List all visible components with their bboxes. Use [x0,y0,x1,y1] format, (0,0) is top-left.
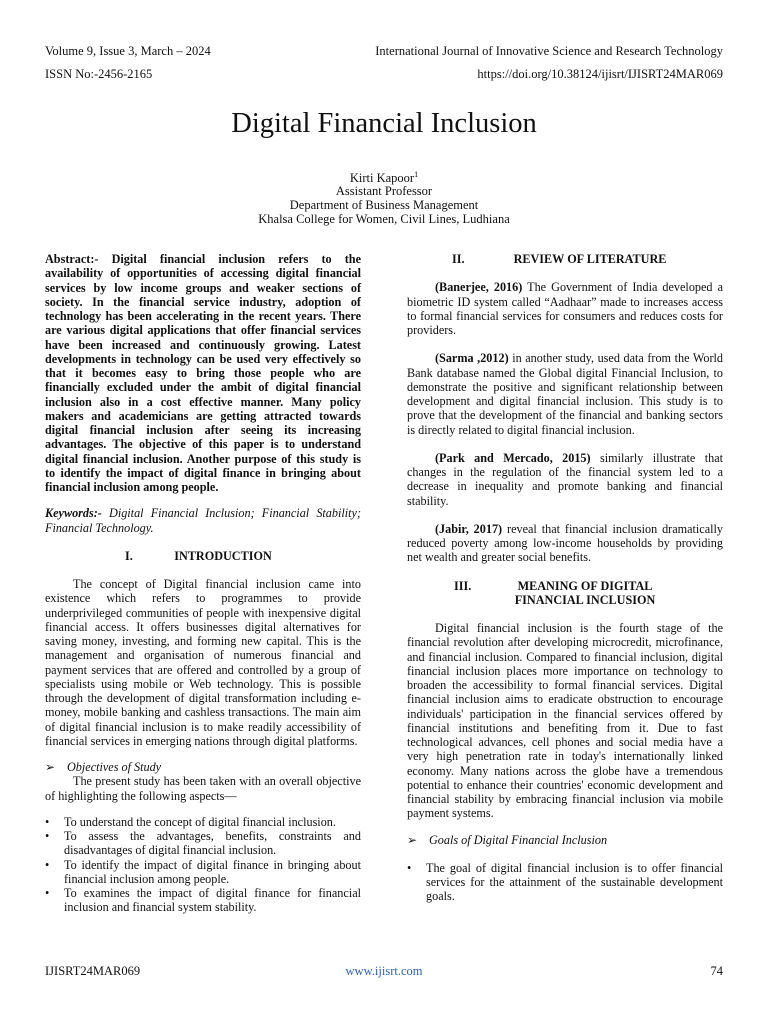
section-title-line1: MEANING OF DIGITAL [517,578,653,593]
objectives-heading [45,760,361,774]
goals-list [407,861,723,904]
list-item [45,858,361,887]
review-text: similarly illustrate that changes in the regulation of the financial system led to a decrease in inequality and promote banking and financial stability. [407,450,723,508]
review-item-banerjee [407,280,723,337]
introduction-paragraph: The concept of Digital financial inclusion came into existence which refers to programmes to provide underprivileged communities of people with inexpensive digital financial access. It offers businesses digital alternatives for saving money, investing, and forming new capital. This is the management and organisation of numerous financial and payment services that are offered and controlled by a group of specialists using mobile or Web technology. This is possible through the development of digital transformation including e-money, mobile banking and cashless transactions. The main aim of digital financial inclusion is to make readily accessibility of financial services in emerging nations through digital platforms. [45,577,361,748]
author-superscript: 1 [414,170,419,179]
list-item-text: To understand the concept of digital financial inclusion. [64,814,336,829]
section-title: REVIEW OF LITERATURE [513,252,667,266]
abstract-label: Abstract:- [45,252,99,266]
keywords-text: Digital Financial Inclusion; Financial Stability; Financial Technology. [45,506,361,535]
review-item-jabir [407,522,723,565]
page-number: 74 [710,964,723,978]
arrowhead-bullet-icon: ➢ [407,832,418,847]
author-name-text: Kirti Kapoor [349,171,415,185]
volume-info: Volume 9, Issue 3, March – 2024 [45,44,211,58]
bullet-dot-icon: • [45,857,50,872]
section-heading-introduction [45,549,361,563]
bullet-dot-icon: • [45,814,50,829]
list-item [407,861,723,904]
bullet-dot-icon: • [407,860,412,875]
author-college: Khalsa College for Women, Civil Lines, Ludhiana [258,212,510,226]
paper-title: Digital Financial Inclusion [231,108,537,139]
list-item-text: The goal of digital financial inclusion is to offer financial services for the attainment of the sustainable development goals. [426,860,723,904]
section-title-line2: FINANCIAL INCLUSION [514,592,656,607]
objectives-list [45,815,361,915]
meaning-paragraph: Digital financial inclusion is the fourth stage of the financial revolution after developing microcredit, microfinance, and financial inclusion. Compared to financial inclusion, digital financial inclusion places more importance on technology to broaden the accessibility to formal financial services. Digital financial inclusion aims to eradicate obstruction to encourage individuals' participation in the financial services offered by financial institutions and benefiting from it. Due to fast technological advances, cell phones and social media have a very high penetration rate in today's internationally linked economy. Many nations across the globe have a tremendous potential to enhance their countries' economic development and financial stability by embracing financial inclusion via mobile payment systems. [407,621,723,821]
list-item-text: To examines the impact of digital finance for financial inclusion and financial system stability. [64,886,361,915]
bullet-dot-icon: • [45,829,50,843]
review-item-park-mercado [407,451,723,508]
citation: (Sarma ,2012) [435,351,509,366]
review-text: reveal that financial inclusion dramatically reduced poverty among low-income households by providing net wealth and greater social benefits. [407,521,723,565]
list-item-text: To assess the advantages, benefits, constraints and disadvantages of digital financial inclusion. [64,829,361,858]
objectives-intro: The present study has been taken with an overall objective of highlighting the following aspects— [45,774,361,803]
section-number: I. [125,548,133,563]
list-item [45,815,361,829]
list-item [45,829,361,858]
citation: (Banerjee, 2016) [435,280,523,295]
section-title: INTRODUCTION [174,548,272,563]
keywords-label: Keywords:- [45,506,102,521]
objectives-heading-text: Objectives of Study [67,760,162,774]
section-heading-meaning [407,579,723,593]
goals-heading [407,833,723,847]
list-item [45,886,361,915]
review-text: in another study, used data from the World Bank database named the Global digital Financial Inclusion, to demonstrate the positive and significant relationship between development and digital financial inclusion. This study is to prove that the development of the financial and banking sectors is directly related to digital financial inclusion. [407,351,723,437]
goals-heading-text: Goals of Digital Financial Inclusion [429,832,608,847]
list-item-text: To identify the impact of digital finance in bringing about financial inclusion among people. [64,857,361,886]
review-text: The Government of India developed a biometric ID system called “Aadhaar” made to increases access to formal financial services for consumers and reduces costs for providers. [407,280,723,337]
issn: ISSN No:-2456-2165 [45,67,153,81]
doi-link[interactable]: https://doi.org/10.38124/ijisrt/IJISRT24MAR069 [477,67,723,81]
author-position: Assistant Professor [335,184,433,198]
review-item-sarma [407,351,723,437]
section-heading-review [407,252,723,266]
section-number: III. [454,578,472,593]
section-number: II. [452,252,465,266]
footer-paper-id: IJISRT24MAR069 [45,964,141,978]
abstract [45,252,361,494]
journal-name: International Journal of Innovative Science and Research Technology [375,44,723,58]
abstract-text: Digital financial inclusion refers to the availability of opportunities of accessing digital financial services by low income groups and weaker sections of society. In the financial service industry, adoption of technology has been accelerating in the recent years. There are various digital applications that offer financial services have been increased and continuously growing. Latest developments in technology can be used very effectively so that it becomes easy to bring those people who are financially excluded under the ambit of digital financial inclusion also in a cost effective manner. Many policy makers and academicians are getting attracted towards digital financial inclusion after seeing its increasing advantages. The objective of this paper is to understand digital financial inclusion. Another purpose of this study is to identify the impact of digital finance in bringing about financial inclusion among people. [45,252,361,494]
bullet-dot-icon: • [45,886,50,900]
keywords [45,506,361,535]
left-column [45,252,361,915]
author-department: Department of Business Management [289,198,479,212]
footer-site-link[interactable]: www.ijisrt.com [345,964,423,978]
right-column [407,252,723,904]
arrowhead-bullet-icon: ➢ [45,760,56,774]
citation: (Jabir, 2017) [435,521,503,536]
section-heading-meaning-line2 [407,593,723,607]
citation: (Park and Mercado, 2015) [435,450,591,465]
